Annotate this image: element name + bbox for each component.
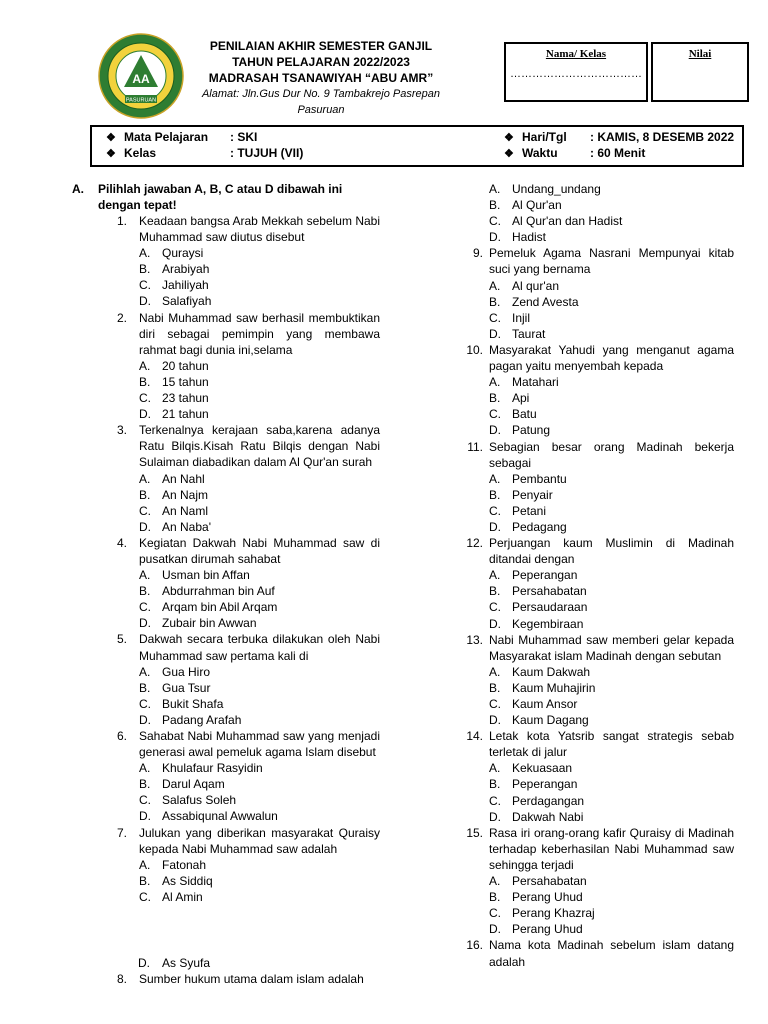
option-letter: A. [139,246,151,261]
answer-option[interactable] [489,712,734,728]
question-item [464,342,734,439]
time-row [504,145,645,162]
answer-option[interactable] [139,293,380,309]
answer-option[interactable] [139,390,380,406]
question-number: 10. [466,342,483,357]
instruction-line1: Pilihlah jawaban A, B, C atau D dibawah ini [98,182,343,196]
question-text: Dakwah secara terbuka dilakukan oleh Nabi Muhammad saw pertama kali di [139,632,380,663]
option-letter: C. [489,310,501,325]
option-text: Dakwah Nabi [512,809,584,824]
question-number: 3. [116,423,127,438]
option-letter: B. [489,391,501,406]
option-text: Taurat [512,326,546,341]
answer-option[interactable] [139,664,380,680]
option-letter: B. [139,487,151,502]
option-text: Peperangan [512,777,578,792]
answer-option[interactable] [489,278,734,294]
answer-option[interactable] [139,615,380,631]
answer-option[interactable] [489,696,734,712]
option-text: Api [512,391,530,406]
question-text: Julukan yang diberikan masyarakat Quraisy kepada Nabi Muhammad saw adalah [139,825,380,856]
answer-option[interactable] [139,277,380,293]
option-letter: A. [139,761,151,776]
option-text: Darul Aqam [162,777,225,792]
answer-option[interactable] [139,471,380,487]
answer-option[interactable] [489,664,734,680]
option-text: Al Qur'an dan Hadist [512,214,623,229]
instruction-line2: dengan tepat! [98,198,177,213]
answer-option[interactable] [489,310,734,326]
option-letter: D. [489,230,501,245]
option-text: Perang Uhud [512,890,583,905]
answer-option[interactable] [139,680,380,696]
option-letter: D. [489,519,501,534]
subject-label: Mata Pelajaran [124,130,209,144]
answer-option[interactable] [489,760,734,776]
option-text: Jahiliyah [162,278,209,293]
question-item [464,439,734,536]
option-letter: C. [489,407,501,422]
option-letter: B. [489,198,501,213]
answer-option[interactable] [489,406,734,422]
answer-option[interactable] [139,857,380,873]
answer-option[interactable] [489,374,734,390]
question-item [114,971,380,987]
option-text: 15 tahun [162,374,209,389]
question-text: Nabi Muhammad saw berhasil membuktikan diri sebagai pemimpin yang membawa rahmat bagi dunia ini,selama [139,310,380,357]
class-row [106,145,303,162]
option-text: Undang_undang [512,182,601,196]
exam-title-block [190,38,452,118]
subject-value: : SKI [230,130,258,144]
option-text: Perang Uhud [512,922,583,937]
answer-option[interactable] [489,889,734,905]
answer-option[interactable] [489,519,734,535]
date-row [504,129,734,146]
option-letter: B. [139,777,151,792]
score-label: Nilai [688,48,712,60]
question-text: Kegiatan Dakwah Nabi Muhammad saw di pusatkan dirumah sahabat [139,535,380,566]
option-letter: D. [489,922,501,937]
question-text: Pemeluk Agama Nasrani Mempunyai kitab suci yang bernama [489,246,734,277]
question-item [464,535,734,632]
question-item [464,632,734,729]
option-letter: C. [139,600,151,615]
right-question-column [464,181,734,970]
exam-title-line3: MADRASAH TSANAWIYAH “ABU AMR” [208,71,434,85]
answer-option[interactable] [139,261,380,277]
option-letter: C. [139,278,151,293]
answer-option[interactable] [489,197,734,213]
question-number: 12. [466,536,483,551]
answer-option[interactable] [489,213,734,229]
option-text: Bukit Shafa [162,696,224,711]
option-letter: D. [489,713,501,728]
question-number: 15. [466,825,483,840]
question-number: 8. [116,972,127,987]
option-letter: A. [489,375,501,390]
option-text: Kaum Dagang [512,713,589,728]
option-letter: D. [139,519,151,534]
question-text: Masyarakat Yahudi yang menganut agama pagan yaitu menyembah kepada [489,342,734,374]
option-letter: D. [139,294,151,309]
option-letter: A. [139,471,151,486]
option-letter: D. [139,407,151,422]
question-item [114,422,380,535]
question-item [114,310,380,423]
option-text: Kaum Muhajirin [512,680,596,695]
option-text: Matahari [512,375,559,390]
option-text: Al Qur'an [512,198,562,213]
option-letter: C. [489,503,501,518]
option-letter: A. [139,664,151,679]
option-text: Pembantu [512,471,567,486]
time-label: Waktu [522,146,558,160]
answer-option[interactable] [139,873,380,889]
question-number: 9. [472,246,483,261]
question-8-options [464,181,734,245]
name-class-dots: ……………………………… [510,68,642,80]
question-number: 6. [116,729,127,743]
answer-option[interactable] [489,583,734,599]
answer-option[interactable] [489,181,734,197]
logo-center-text: AA [132,72,150,86]
answer-option[interactable] [114,955,380,971]
option-letter: D. [139,809,151,824]
option-text: Persahabatan [512,874,587,889]
option-letter: B. [139,374,151,389]
exam-info-bar [90,125,744,167]
answer-option[interactable] [139,696,380,712]
option-text: Gua Hiro [162,664,211,679]
option-letter: A. [139,857,151,872]
option-letter: C. [489,793,501,808]
diamond-bullet-icon: ❖ [106,132,116,144]
option-letter: B. [489,294,501,309]
answer-option[interactable] [489,567,734,583]
question-item [464,825,734,938]
question-number: 16. [466,938,483,953]
option-letter: B. [489,890,501,905]
answer-option[interactable] [139,712,380,728]
answer-option[interactable] [489,921,734,937]
option-text: As Siddiq [162,873,213,888]
option-text: Perang Khazraj [512,906,595,921]
diamond-bullet-icon: ❖ [106,148,116,160]
class-value: : TUJUH (VII) [230,146,304,160]
question-text: Letak kota Yatsrib sangat strategis sebab terletak di jalur [489,729,734,760]
section-a-heading [72,181,358,213]
name-class-box[interactable] [504,42,648,102]
option-letter: D. [489,809,501,824]
question-item [114,631,380,728]
option-text: As Syufa [162,956,211,970]
diamond-bullet-icon: ❖ [504,148,514,160]
question-text: Terkenalnya kerajaan saba,karena adanya Ratu Bilqis.Kisah Ratu Bilqis dengan Nabi Sulaiman diabadikan dalam Al Qur'an surah [139,423,380,470]
option-text: An Naba' [162,519,211,534]
option-text: 23 tahun [162,391,209,406]
answer-option[interactable] [139,245,380,261]
subject-row [106,129,257,146]
option-text: Petani [512,503,547,518]
answer-option[interactable] [139,583,380,599]
option-text: Fatonah [162,857,207,872]
question-number: 14. [466,729,483,744]
option-text: 21 tahun [162,407,209,422]
answer-option[interactable] [489,503,734,519]
question-number: 5. [116,632,127,647]
option-letter: C. [489,906,501,921]
answer-option[interactable] [489,680,734,696]
option-letter: A. [489,568,501,583]
time-value: : 60 Menit [590,146,646,160]
question-item [464,728,734,825]
answer-option[interactable] [139,889,380,905]
answer-option[interactable] [489,487,734,503]
question-item [114,213,380,310]
question-text: Sahabat Nabi Muhammad saw yang menjadi generasi awal pemeluk agama Islam disebut [139,729,380,760]
answer-option[interactable] [489,616,734,632]
option-letter: B. [489,487,501,502]
answer-option[interactable] [489,471,734,487]
left-column-tail [114,955,380,987]
question-item [464,937,734,969]
exam-title-line2: TAHUN PELAJARAN 2022/2023 [232,55,410,69]
option-letter: D. [139,712,151,727]
option-letter: D. [489,616,501,631]
score-box[interactable] [651,42,749,102]
question-text: Perjuangan kaum Muslimin di Madinah ditandai dengan [489,536,734,567]
option-text: Gua Tsur [162,680,211,695]
question-item [114,728,380,825]
date-value: : KAMIS, 8 DESEMB 2022 [590,130,735,144]
option-text: Penyair [512,487,553,502]
option-text: Usman bin Affan [162,568,250,583]
answer-option[interactable] [139,374,380,390]
question-item [114,825,380,905]
question-text: Rasa iri orang-orang kafir Quraisy di Madinah terhadap keberhasilan Nabi Muhammad saw sehingga terjadi [489,825,734,872]
option-text: An Nahl [162,471,205,486]
option-text: Al Amin [162,889,203,904]
option-letter: C. [139,889,151,904]
school-logo [98,33,184,119]
option-text: Pedagang [512,519,567,534]
answer-option[interactable] [139,760,380,776]
question-number: 11. [467,439,483,454]
option-letter: C. [489,600,501,615]
answer-option[interactable] [139,519,380,535]
question-text: Nabi Muhammad saw memberi gelar kepada Masyarakat islam Madinah dengan sebutan [489,632,734,663]
question-text: Sumber hukum utama dalam islam adalah [139,972,364,987]
option-letter: A. [489,874,501,889]
option-text: Arqam bin Abil Arqam [162,600,278,615]
option-text: Zubair bin Awwan [162,616,257,631]
option-text: Kaum Dakwah [512,664,591,679]
question-item [114,535,380,632]
date-label: Hari/Tgl [522,130,567,144]
diamond-bullet-icon: ❖ [504,132,514,144]
option-text: Peperangan [512,568,578,583]
school-address-line2: Pasuruan [297,104,345,116]
option-letter: B. [139,680,151,695]
option-text: Patung [512,423,551,438]
answer-option[interactable] [139,487,380,503]
option-text: Batu [512,407,537,422]
question-text: Keadaan bangsa Arab Mekkah sebelum Nabi Muhammad saw diutus disebut [139,214,380,245]
answer-option[interactable] [489,793,734,809]
option-letter: C. [139,503,151,518]
option-text: Injil [512,310,531,325]
option-letter: D. [489,326,501,341]
option-letter: C. [139,696,151,711]
option-text: Zend Avesta [512,294,579,309]
left-question-column [114,213,380,905]
option-text: Kekuasaan [512,761,573,776]
answer-option[interactable] [489,905,734,921]
option-text: Arabiyah [162,262,210,277]
section-letter: A. [72,182,84,196]
answer-option[interactable] [489,326,734,342]
option-text: Kegembiraan [512,616,584,631]
answer-option[interactable] [139,599,380,615]
option-text: An Najm [162,487,209,502]
option-text: Quraysi [162,246,204,261]
option-text: 20 tahun [162,358,209,373]
option-text: Persaudaraan [512,600,588,615]
question-text: Nama kota Madinah sebelum islam datang adalah [489,938,734,969]
exam-header [0,0,768,125]
option-letter: B. [139,262,151,277]
option-letter: C. [489,214,501,229]
answer-option[interactable] [489,599,734,615]
option-letter: C. [489,697,501,711]
answer-option[interactable] [489,809,734,825]
answer-option[interactable] [489,229,734,245]
option-letter: C. [139,391,151,406]
option-text: Assabiqunal Awwalun [162,809,278,824]
answer-option[interactable] [139,503,380,519]
exam-title-line1: PENILAIAN AKHIR SEMESTER GANJIL [209,39,433,53]
option-letter: D. [489,423,501,438]
answer-option[interactable] [489,422,734,438]
option-text: Salafus Soleh [162,793,237,808]
option-letter: A. [139,358,151,373]
answer-option[interactable] [489,294,734,310]
answer-option[interactable] [139,808,380,824]
option-letter: D. [138,956,150,970]
class-label: Kelas [124,146,157,160]
option-text: Persahabatan [512,584,587,599]
name-class-label: Nama/ Kelas [545,48,607,60]
question-number: 1. [116,214,127,228]
option-text: An Naml [162,503,209,518]
option-text: Perdagangan [512,793,585,808]
option-letter: A. [489,471,501,486]
option-text: Al qur'an [512,278,559,293]
answer-option[interactable] [139,776,380,792]
question-number: 7. [116,825,127,840]
option-letter: A. [489,761,501,776]
answer-option[interactable] [139,792,380,808]
option-letter: B. [489,777,501,792]
logo-bottom-text: PASURUAN [125,97,157,104]
option-letter: B. [489,680,501,695]
question-text: Sebagian besar orang Madinah bekerja sebagai [489,439,734,470]
answer-option[interactable] [139,567,380,583]
option-text: Hadist [512,230,547,245]
option-text: Padang Arafah [162,712,242,727]
answer-option[interactable] [489,776,734,792]
option-letter: C. [139,793,151,808]
option-letter: A. [489,278,501,293]
option-text: Kaum Ansor [512,697,578,711]
option-letter: A. [489,182,501,196]
option-letter: D. [139,616,151,631]
question-number: 4. [116,535,127,550]
option-letter: B. [139,873,151,888]
option-text: Salafiyah [162,294,212,309]
option-letter: B. [489,584,501,599]
question-item [464,245,734,342]
option-letter: A. [139,568,151,583]
answer-option[interactable] [139,406,380,422]
option-text: Abdurrahman bin Auf [162,584,275,599]
option-letter: A. [489,664,501,679]
answer-option[interactable] [139,358,380,374]
question-number: 13. [466,632,483,647]
option-letter: B. [139,584,151,599]
question-number: 2. [116,310,127,325]
answer-option[interactable] [489,873,734,889]
school-address-line1: Alamat: Jln.Gus Dur No. 9 Tambakrejo Pasrepan [201,88,441,100]
answer-option[interactable] [489,390,734,406]
option-text: Khulafaur Rasyidin [162,761,263,776]
